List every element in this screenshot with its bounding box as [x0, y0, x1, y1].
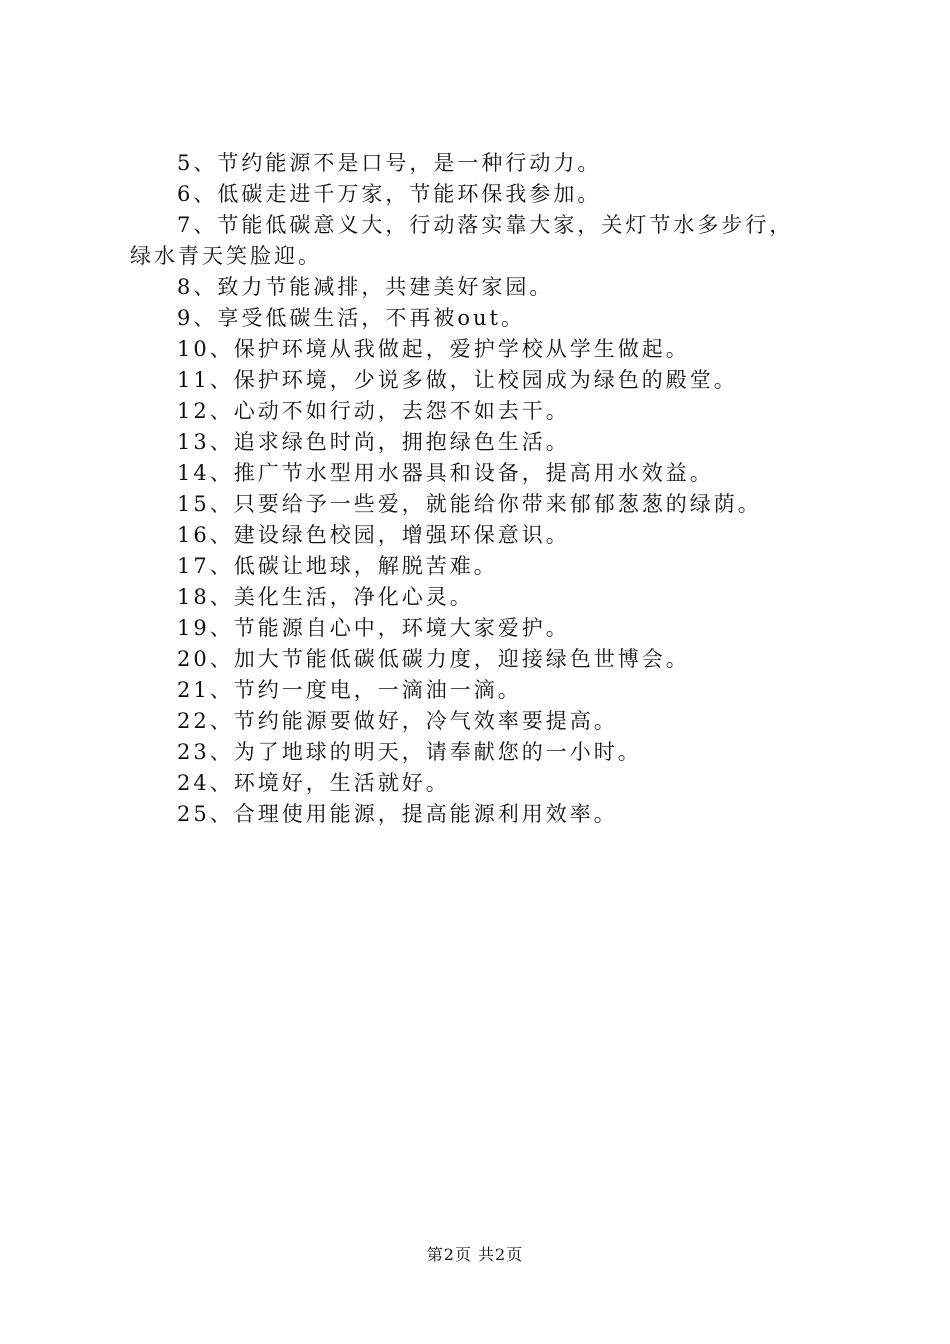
- slogan-line: 19、节能源自心中，环境大家爱护。: [177, 616, 570, 640]
- slogan-line: 15、只要给予一些爱，就能给你带来郁郁葱葱的绿荫。: [177, 492, 762, 516]
- slogan-line: 16、建设绿色校园，增强环保意识。: [177, 523, 570, 547]
- page-footer: 第2页 共2页: [426, 1245, 524, 1264]
- slogan-line: 17、低碳让地球，解脱苦难。: [177, 554, 498, 578]
- slogan-line: 9、享受低碳生活，不再被out。: [177, 306, 525, 330]
- slogan-line: 25、合理使用能源，提高能源利用效率。: [177, 802, 618, 826]
- slogan-line: 18、美化生活，净化心灵。: [177, 585, 474, 609]
- slogan-line: 21、节约一度电，一滴油一滴。: [177, 678, 522, 702]
- slogan-line: 8、致力节能减排，共建美好家园。: [177, 275, 554, 299]
- slogan-line-continuation: 绿水青天笑脸迎。: [130, 244, 322, 268]
- slogan-line: 14、推广节水型用水器具和设备，提高用水效益。: [177, 461, 714, 485]
- slogan-line: 5、节约能源不是口号，是一种行动力。: [177, 151, 602, 175]
- slogan-line: 13、追求绿色时尚，拥抱绿色生活。: [177, 430, 570, 454]
- slogan-line: 7、节能低碳意义大，行动落实靠大家，关灯节水多步行，: [177, 213, 794, 237]
- slogan-line: 11、保护环境，少说多做，让校园成为绿色的殿堂。: [177, 368, 738, 392]
- slogan-line: 22、节约能源要做好，冷气效率要提高。: [177, 709, 618, 733]
- slogan-line: 6、低碳走进千万家，节能环保我参加。: [177, 182, 602, 206]
- slogan-line: 12、心动不如行动，去怨不如去干。: [177, 399, 570, 423]
- slogan-line: 10、保护环境从我做起，爱护学校从学生做起。: [177, 337, 690, 361]
- slogan-line: 24、环境好，生活就好。: [177, 771, 450, 795]
- slogan-line: 23、为了地球的明天，请奉献您的一小时。: [177, 740, 642, 764]
- slogan-line: 20、加大节能低碳低碳力度，迎接绿色世博会。: [177, 647, 690, 671]
